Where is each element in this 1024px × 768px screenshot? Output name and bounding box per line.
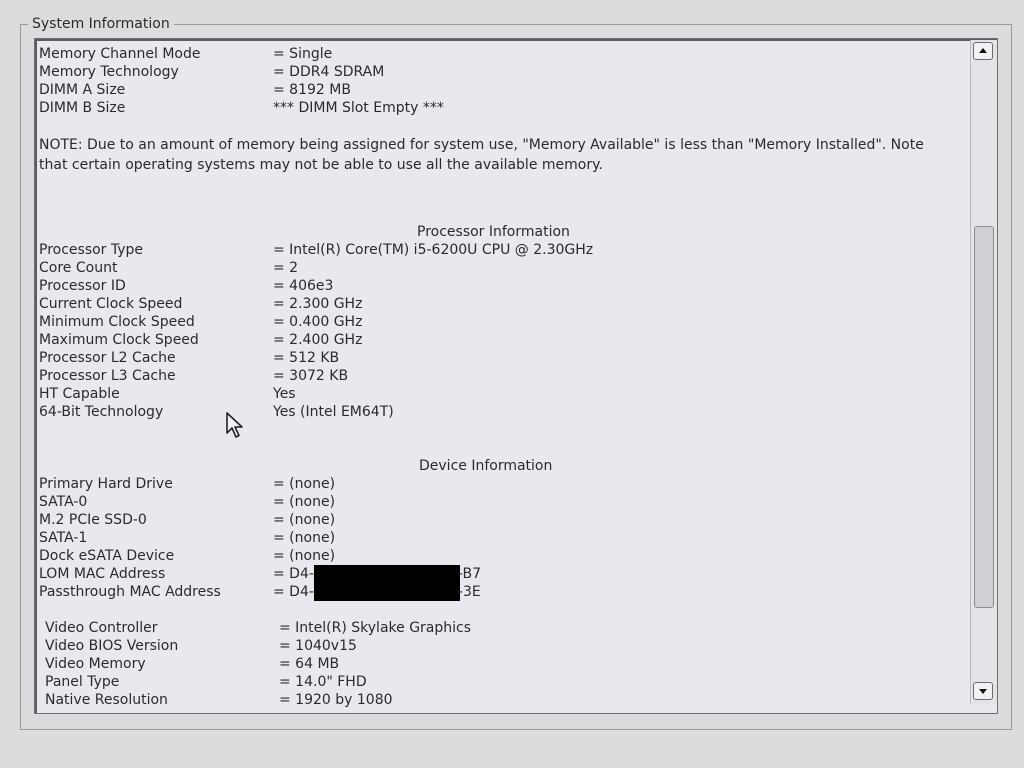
row-value: = 406e3 [273,278,334,294]
memory-note: NOTE: Due to an amount of memory being assigned for system use, "Memory Available" is less than "Memory Installed". Note that certain operating systems may not be able to use all the available memory. [39,137,924,173]
row-label: Video Controller [45,620,158,636]
row-value: *** DIMM Slot Empty *** [273,100,444,116]
row-value: = 64 MB [279,656,340,672]
mac-suffix: -B7 [457,566,481,582]
row-label: Native Resolution [45,692,168,708]
row-label: Video BIOS Version [45,638,179,654]
processor-heading: Processor Information [417,224,570,240]
mac-prefix: = D4- [273,584,314,600]
row-value: = (none) [273,512,336,528]
row-value: = Intel(R) Core(TM) i5-6200U CPU @ 2.30GHz [273,242,594,258]
row-value: = Intel(R) Skylake Graphics [279,620,472,636]
row-label: Passthrough MAC Address [39,584,221,600]
window-title: System Information [28,16,174,32]
row-value: = (none) [273,530,336,546]
info-panel [34,38,998,714]
scrollbar-thumb[interactable] [974,226,994,608]
row-label: Processor L2 Cache [39,350,176,366]
row-label: SATA-1 [39,530,88,546]
row-value: = 3072 KB [273,368,349,384]
row-label: DIMM A Size [39,82,126,98]
row-value: = 8192 MB [273,82,351,98]
row-value: = 1040v15 [279,638,357,654]
row-label: Minimum Clock Speed [39,314,195,330]
row-value [273,583,481,601]
row-value: = Single [273,46,333,62]
row-label: Processor ID [39,278,126,294]
row-value: Yes (Intel EM64T) [273,404,394,420]
redaction-bar [314,583,460,601]
row-label: Panel Type [45,674,120,690]
row-label: DIMM B Size [39,100,126,116]
scroll-up-arrow-icon [979,48,987,53]
row-label: Current Clock Speed [39,296,183,312]
row-value: = (none) [273,476,336,492]
vertical-scrollbar[interactable] [970,40,997,704]
row-label: M.2 PCIe SSD-0 [39,512,147,528]
row-value: = 512 KB [273,350,340,366]
row-label: Memory Channel Mode [39,46,201,62]
row-label: Maximum Clock Speed [39,332,199,348]
row-label: 64-Bit Technology [39,404,164,420]
row-label: Video Memory [45,656,146,672]
row-value: = DDR4 SDRAM [273,64,385,80]
row-label: Core Count [39,260,118,276]
scroll-up-button[interactable] [973,42,993,60]
scroll-down-button[interactable] [973,682,993,700]
device-heading: Device Information [419,458,553,474]
mac-prefix: = D4- [273,566,314,582]
row-value: = (none) [273,494,336,510]
row-label: LOM MAC Address [39,566,166,582]
scroll-down-arrow-icon [979,689,987,694]
row-label: SATA-0 [39,494,88,510]
row-value: = 0.400 GHz [273,314,363,330]
row-value: = (none) [273,548,336,564]
row-value: = 2 [273,260,299,276]
row-value [273,565,481,583]
redaction-bar [314,565,460,583]
row-label: Dock eSATA Device [39,548,175,564]
row-label: Memory Technology [39,64,179,80]
row-label: Processor L3 Cache [39,368,176,384]
row-label: Processor Type [39,242,144,258]
mouse-pointer-icon [226,412,248,440]
row-value: = 2.300 GHz [273,296,363,312]
row-label: Primary Hard Drive [39,476,173,492]
row-value: = 2.400 GHz [273,332,363,348]
row-value: Yes [273,386,296,402]
mac-suffix: -3E [457,584,481,600]
row-value: = 1920 by 1080 [279,692,393,708]
row-value: = 14.0" FHD [279,674,367,690]
row-label: HT Capable [39,386,120,402]
